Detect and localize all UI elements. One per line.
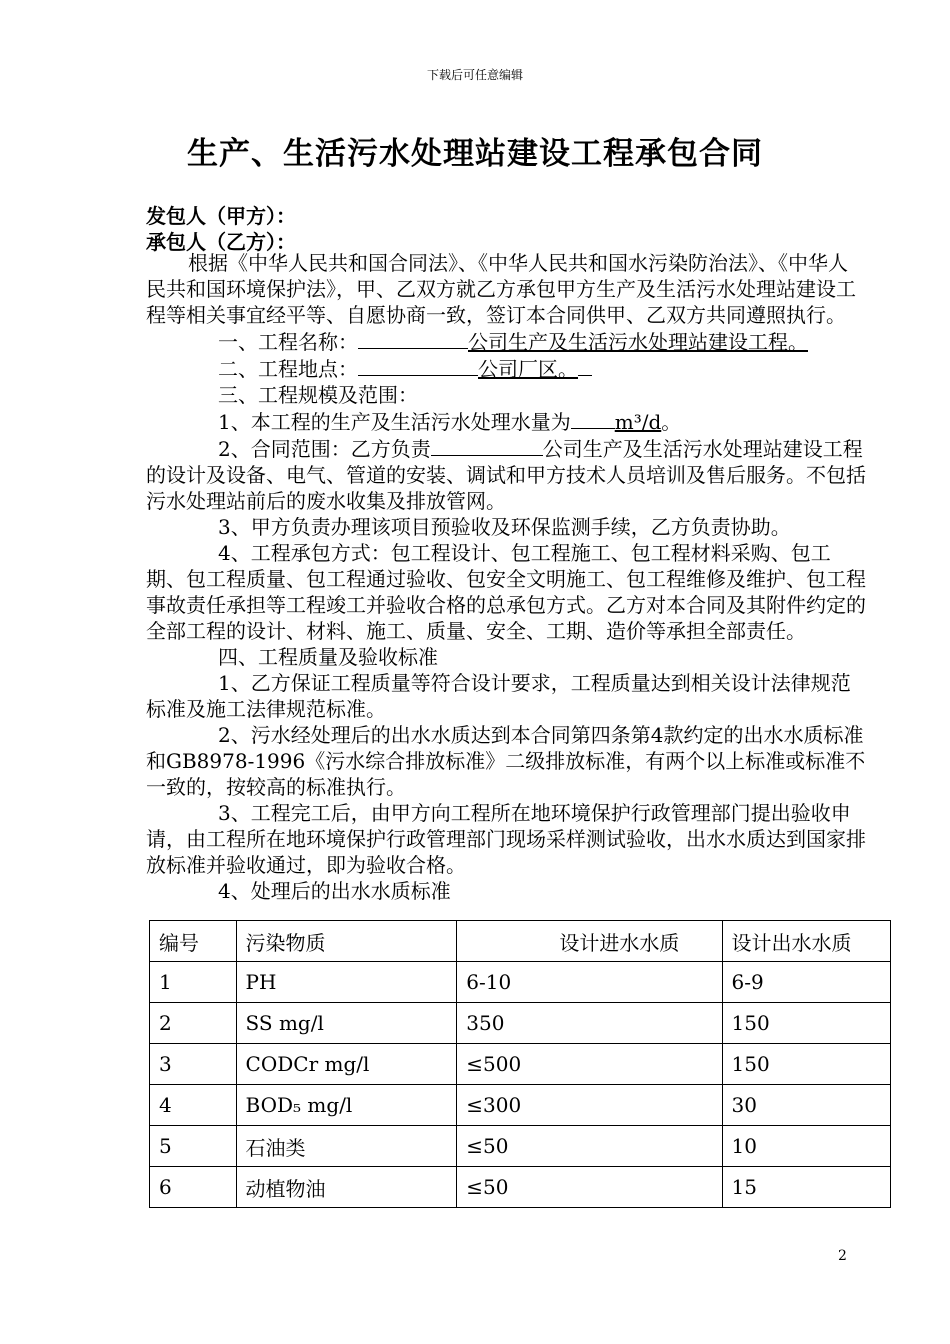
table-cell: SS mg/l <box>236 1003 457 1044</box>
section-3-item-1-end: 。 <box>661 410 682 434</box>
location-blank <box>358 355 478 376</box>
section-3-item-2-prefix: 2、合同范围：乙方负责 <box>218 437 431 461</box>
table-cell: 4 <box>150 1085 237 1126</box>
section-4-item-4: 4、处理后的出水水质标准 <box>218 879 451 903</box>
table-cell: 150 <box>722 1003 890 1044</box>
section-3-heading: 三、工程规模及范围： <box>218 383 418 407</box>
section-3-item-1-text: 1、本工程的生产及生活污水处理水量为 <box>218 410 571 434</box>
table-cell: 30 <box>722 1085 890 1126</box>
table-cell: ≤500 <box>457 1044 722 1085</box>
party-b-label: 承包人（乙方）： <box>146 230 296 254</box>
section-3-item-3: 3、甲方负责办理该项目预验收及环保监测手续，乙方负责协助。 <box>218 515 791 539</box>
section-3-item-4: 4、工程承包方式：包工程设计、包工程施工、包工程材料采购、包工期、包工程质量、包工程通过验收、包安全文明施工、包工程维修及维护、包工程事故责任承担等工程竣工并验收合格的总承包方式。乙方对本合同及其附件约定的全部工程的设计、材料、施工、质量、安全、工期、造价等承担全部责任。 <box>146 541 866 643</box>
table-row <box>150 1126 891 1167</box>
section-1-label: 一、工程名称： <box>218 330 358 354</box>
table-cell: 3 <box>150 1044 237 1085</box>
section-4-heading: 四、工程质量及验收标准 <box>218 645 438 669</box>
section-4-item-1: 1、乙方保证工程质量等符合设计要求，工程质量达到相关设计法律规范标准及施工法律规范标准。 <box>146 671 851 721</box>
section-3-item-2-text: 公司生产及生活污水处理站建设工程的设计及设备、电气、管道的安装、调试和甲方技术人员培训及售后服务。不包括污水处理站前后的废水收集及排放管网。 <box>146 437 866 513</box>
section-1 <box>146 328 866 355</box>
company-blank <box>431 435 543 456</box>
section-3-item-2 <box>146 435 866 514</box>
table-row <box>150 962 891 1003</box>
table-cell: 2 <box>150 1003 237 1044</box>
location-blank-tail <box>578 355 592 376</box>
water-quality-table <box>149 920 891 1208</box>
table-row <box>150 1044 891 1085</box>
table-cell: 动植物油 <box>236 1167 457 1208</box>
table-cell: BOD₅ mg/l <box>236 1085 457 1126</box>
party-a-label: 发包人（甲方）： <box>146 204 296 228</box>
table-cell: 10 <box>722 1126 890 1167</box>
header-cell-inflow: 设计进水水质 <box>457 921 722 962</box>
table-cell: 6-9 <box>722 962 890 1003</box>
section-2-value: 公司厂区。 <box>478 357 578 381</box>
section-2-label: 二、工程地点： <box>218 357 358 381</box>
document-title: 生产、生活污水处理站建设工程承包合同 <box>187 136 763 172</box>
table-row <box>150 1167 891 1208</box>
table-cell: 1 <box>150 962 237 1003</box>
header-cell-number: 编号 <box>150 921 237 962</box>
name-blank <box>358 328 468 349</box>
table-cell: 5 <box>150 1126 237 1167</box>
table-cell: 15 <box>722 1167 890 1208</box>
table-header-row <box>150 921 891 962</box>
page-header: 下载后可任意编辑 <box>426 68 523 82</box>
table-cell: 6-10 <box>457 962 722 1003</box>
page-number: 2 <box>838 1248 847 1264</box>
section-4-item-3: 3、工程完工后，由甲方向工程所在地环境保护行政管理部门提出验收申请，由工程所在地环境保护行政管理部门现场采样测试验收，出水水质达到国家排放标准并验收通过，即为验收合格。 <box>146 801 866 877</box>
table-cell: 350 <box>457 1003 722 1044</box>
table-cell: PH <box>236 962 457 1003</box>
table-row <box>150 1085 891 1126</box>
capacity-blank <box>571 408 615 429</box>
table-cell: ≤50 <box>457 1167 722 1208</box>
table-cell: CODCr mg/l <box>236 1044 457 1085</box>
table-row <box>150 1003 891 1044</box>
section-4-item-2: 2、污水经处理后的出水水质达到本合同第四条第4款约定的出水水质标准和GB8978-1996《污水综合排放标准》二级排放标准，有两个以上标准或标准不一致的，按较高的标准执行。 <box>146 723 866 799</box>
header-cell-outflow: 设计出水水质 <box>722 921 890 962</box>
capacity-unit: m³/d <box>614 410 662 434</box>
section-1-value: 公司生产及生活污水处理站建设工程。 <box>468 330 808 354</box>
table-cell: ≤300 <box>457 1085 722 1126</box>
contract-body <box>146 250 866 904</box>
table-cell: 石油类 <box>236 1126 457 1167</box>
table-cell: 6 <box>150 1167 237 1208</box>
header-cell-pollutant: 污染物质 <box>236 921 457 962</box>
section-3-item-1 <box>146 408 866 435</box>
table-cell: ≤50 <box>457 1126 722 1167</box>
table-cell: 150 <box>722 1044 890 1085</box>
preamble-paragraph: 根据《中华人民共和国合同法》、《中华人民共和国水污染防治法》、《中华人民共和国环境保护法》，甲、乙双方就乙方承包甲方生产及生活污水处理站建设工程等相关事宜经平等、自愿协商一致，签订本合同供甲、乙双方共同遵照执行。 <box>146 251 856 327</box>
section-2 <box>146 355 866 382</box>
